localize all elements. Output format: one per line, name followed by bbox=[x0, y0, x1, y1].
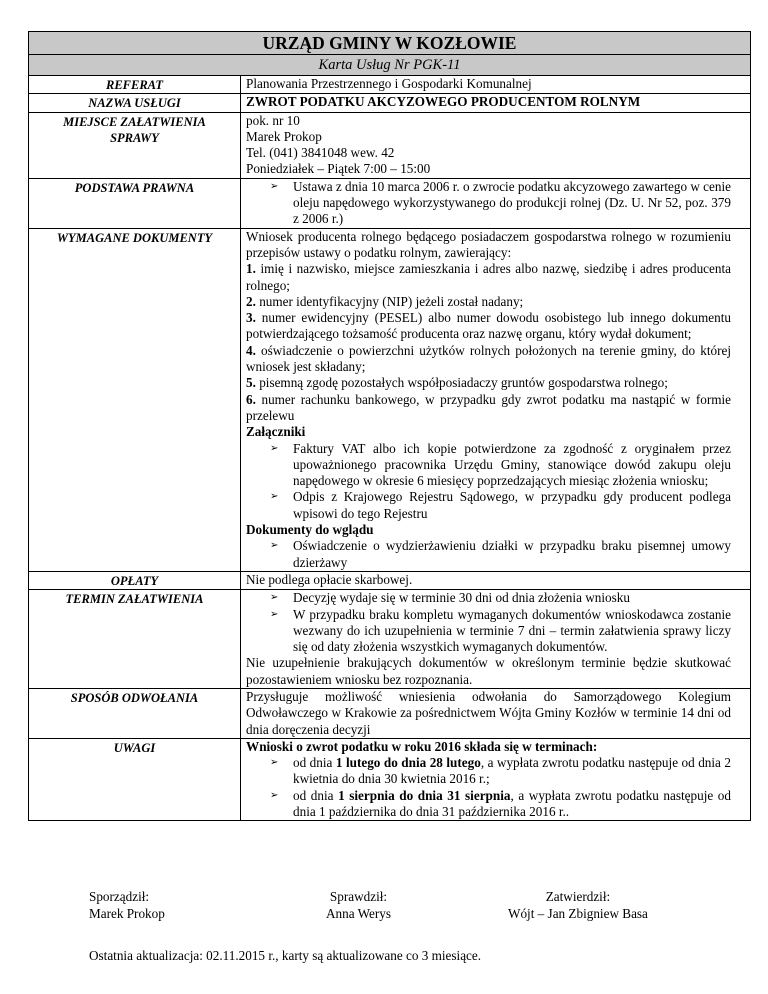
signature-approved-name: Wójt – Jan Zbigniew Basa bbox=[508, 905, 648, 921]
value-nazwa: ZWROT PODATKU AKCYZOWEGO PRODUCENTOM ROLNYM bbox=[246, 94, 641, 110]
inspection-documents-heading: Dokumenty do wglądu bbox=[246, 522, 374, 538]
label-miejsce bbox=[29, 113, 241, 178]
label-miejsce-line-1: MIEJSCE ZAŁATWIENIA bbox=[63, 114, 206, 129]
remarks-item: ➢ od dnia 1 lutego do dnia 28 lutego, a wypłata zwrotu podatku następuje od dnia 2 kwietnia do dnia 30 kwietnia 2016 r.; bbox=[270, 755, 731, 787]
attachment-item: ➢ Odpis z Krajowego Rejestru Sądowego, w przypadku gdy producent podlega wpisowi do tego Rejestru bbox=[270, 489, 731, 521]
signature-approved bbox=[508, 889, 648, 922]
signature-prepared bbox=[89, 889, 165, 922]
arrow-bullet-icon: ➢ bbox=[270, 592, 279, 604]
signature-checked bbox=[326, 889, 391, 922]
document-item: 5. pisemną zgodę pozostałych współposiadaczy gruntów gospodarstwa rolnego; bbox=[246, 375, 668, 391]
remarks-item: ➢ od dnia 1 sierpnia do dnia 31 sierpnia, a wypłata zwrotu podatku następuje od dnia 1 października do dnia 31 października 2016 r.. bbox=[270, 787, 731, 820]
signature-checked-label: Sprawdził: bbox=[329, 889, 388, 904]
arrow-bullet-icon: ➢ bbox=[270, 789, 279, 801]
label-termin: TERMIN ZAŁATWIENIA bbox=[29, 590, 241, 688]
row-referat bbox=[29, 76, 750, 93]
deadline-item: ➢ Decyzję wydaje się w terminie 30 dni od dnia złożenia wniosku bbox=[270, 590, 630, 606]
card-number: Karta Usług Nr PGK-11 bbox=[29, 55, 750, 76]
arrow-bullet-icon: ➢ bbox=[270, 442, 279, 454]
documents-intro: Wniosek producenta rolnego będącego posiadaczem gospodarstwa rolnego w rozumieniu przepisów ustawy o podatku rolnym, zawierający: bbox=[246, 228, 731, 260]
deadline-item: ➢ W przypadku braku kompletu wymaganych dokumentów wnioskodawca zostanie wezwany do ich uzupełnienia w terminie 7 dni – termin załatwienia sprawy liczy się od daty złożenia wszystkich wymaganych dokumentów. bbox=[270, 606, 731, 655]
contact-person: Marek Prokop bbox=[246, 128, 322, 144]
label-podstawa: PODSTAWA PRAWNA bbox=[29, 179, 241, 228]
label-oplaty: OPŁATY bbox=[29, 572, 241, 589]
document-item: 1. imię i nazwisko, miejsce zamieszkania i adres albo nazwę, siedzibę i adres producenta rolnego; bbox=[246, 261, 731, 293]
row-dokumenty bbox=[29, 228, 750, 571]
deadline-note: Nie uzupełnienie brakujących dokumentów w określonym terminie będzie skutkować pozostawieniem wniosku bez rozpoznania. bbox=[246, 655, 731, 687]
arrow-bullet-icon: ➢ bbox=[270, 757, 279, 769]
signature-prepared-name: Marek Prokop bbox=[89, 905, 165, 921]
remarks-heading: Wnioski o zwrot podatku w roku 2016 składa się w terminach: bbox=[246, 738, 598, 754]
row-nazwa bbox=[29, 93, 750, 111]
value-dokumenty bbox=[241, 229, 750, 571]
legal-basis-item: ➢ Ustawa z dnia 10 marca 2006 r. o zwrocie podatku akcyzowego zawartego w cenie oleju napędowego wykorzystywanego do produkcji rolnej (Dz. U. Nr 52, poz. 379 z 2006 r.) bbox=[270, 178, 731, 227]
label-referat: REFERAT bbox=[29, 76, 241, 93]
arrow-bullet-icon: ➢ bbox=[270, 540, 279, 552]
label-odwolanie: SPOSÓB ODWOŁANIA bbox=[29, 689, 241, 738]
attachments-heading: Załączniki bbox=[246, 424, 306, 440]
value-termin bbox=[241, 590, 750, 688]
signature-approved-label: Zatwierdził: bbox=[545, 889, 611, 904]
row-oplaty bbox=[29, 571, 750, 589]
value-odwolanie: Przysługuje możliwość wniesienia odwołania do Samorządowego Kolegium Odwoławczego w Krakowie za pośrednictwem Wójta Gminy Kozłów w terminie 14 dni od dnia doręczenia decyzji bbox=[246, 688, 731, 737]
value-podstawa bbox=[241, 179, 750, 228]
label-miejsce-line-2: SPRAWY bbox=[110, 130, 159, 145]
row-uwagi bbox=[29, 738, 750, 820]
row-odwolanie bbox=[29, 688, 750, 738]
last-update-note: Ostatnia aktualizacja: 02.11.2015 r., karty są aktualizowane co 3 miesiące. bbox=[89, 948, 482, 963]
arrow-bullet-icon: ➢ bbox=[270, 491, 279, 503]
arrow-bullet-icon: ➢ bbox=[270, 608, 279, 620]
label-uwagi: UWAGI bbox=[29, 739, 241, 820]
document-item: 2. numer identyfikacyjny (NIP) jeżeli został nadany; bbox=[246, 293, 524, 309]
service-card bbox=[28, 31, 751, 821]
document-item: 6. numer rachunku bankowego, w przypadku gdy zwrot podatku ma nastąpić w formie przelewu bbox=[246, 391, 732, 423]
document-item: 3. numer ewidencyjny (PESEL) albo numer dowodu osobistego lub innego dokumentu potwierdzającego tożsamość producenta oraz nazwę organu, który wydał dokument; bbox=[246, 310, 731, 342]
value-oplaty: Nie podlega opłacie skarbowej. bbox=[246, 571, 413, 587]
arrow-bullet-icon: ➢ bbox=[270, 180, 279, 192]
value-referat: Planowania Przestrzennego i Gospodarki Komunalnej bbox=[246, 76, 532, 91]
office-title: URZĄD GMINY W KOZŁOWIE bbox=[29, 32, 750, 55]
signature-checked-name: Anna Werys bbox=[326, 905, 391, 921]
attachment-item: ➢ Faktury VAT albo ich kopie potwierdzone za zgodność z oryginałem przez upoważnionego pracownika Urzędu Gminy, stanowiące dowód zakupu oleju napędowego w okresie 6 miesięcy poprzedzających miesiąc złożenia wniosku; bbox=[270, 440, 731, 489]
row-podstawa bbox=[29, 178, 750, 228]
office-hours: Poniedziałek – Piątek 7:00 – 15:00 bbox=[246, 161, 431, 177]
phone-number: Tel. (041) 3841048 wew. 42 bbox=[246, 145, 395, 161]
document-item: 4. oświadczenie o powierzchni użytków rolnych położonych na terenie gminy, do której wniosek jest składany; bbox=[246, 342, 731, 375]
signature-prepared-label: Sporządził: bbox=[89, 889, 150, 904]
room-number: pok. nr 10 bbox=[246, 112, 300, 128]
value-uwagi bbox=[241, 739, 750, 820]
label-dokumenty: WYMAGANE DOKUMENTY bbox=[29, 229, 241, 571]
value-miejsce bbox=[241, 113, 750, 178]
inspection-document-item: ➢ Oświadczenie o wydzierżawieniu działki w przypadku braku pisemnej umowy dzierżawy bbox=[270, 538, 731, 570]
label-nazwa: NAZWA USŁUGI bbox=[29, 94, 241, 111]
row-termin bbox=[29, 589, 750, 688]
row-miejsce bbox=[29, 112, 750, 178]
